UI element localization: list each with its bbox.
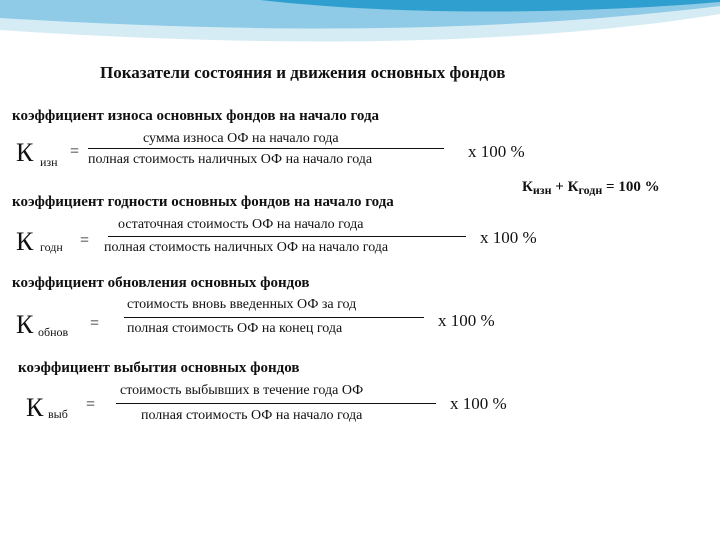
multiplier-wear: х 100 %: [468, 142, 525, 161]
fraction-bar-retirement: [116, 403, 436, 404]
page-title: Показатели состояния и движения основных фондов: [100, 63, 506, 82]
identity-sub1: изн: [532, 183, 552, 197]
equals-renewal: =: [90, 315, 100, 332]
numerator-fitness: остаточная стоимость ОФ на начало года: [118, 217, 364, 232]
wave-decoration: [0, 0, 720, 60]
heading-renewal: коэффициент обновления основных фондов: [12, 275, 310, 291]
coef-subscript-wear: изн: [40, 155, 58, 169]
denominator-wear: полная стоимость наличных ОФ на начало года: [88, 152, 373, 167]
coef-symbol-wear: К: [16, 138, 34, 167]
denominator-fitness: полная стоимость наличных ОФ на начало года: [104, 240, 389, 255]
coef-subscript-retirement: выб: [48, 407, 68, 421]
identity-k2: К: [567, 179, 579, 195]
heading-wear: коэффициент износа основных фондов на начало года: [12, 108, 380, 124]
numerator-wear: сумма износа ОФ на начало года: [143, 131, 339, 146]
denominator-renewal: полная стоимость ОФ на конец года: [127, 321, 343, 336]
multiplier-renewal: х 100 %: [438, 311, 495, 330]
denominator-retirement: полная стоимость ОФ на начало года: [141, 408, 363, 423]
multiplier-fitness: х 100 %: [480, 228, 537, 247]
fraction-bar-renewal: [124, 317, 424, 318]
coef-symbol-fitness: К: [16, 227, 34, 256]
heading-retirement: коэффициент выбытия основных фондов: [18, 360, 300, 376]
multiplier-retirement: х 100 %: [450, 394, 507, 413]
equals-fitness: =: [80, 232, 90, 249]
identity-k1: К: [522, 179, 533, 195]
equals-wear: =: [70, 143, 80, 160]
coef-symbol-renewal: К: [16, 310, 34, 339]
identity-equation: [522, 180, 660, 196]
identity-rhs: = 100 %: [602, 179, 660, 195]
coef-subscript-renewal: обнов: [38, 325, 69, 339]
numerator-retirement: стоимость выбывших в течение года ОФ: [120, 383, 364, 398]
identity-sub2: годн: [578, 183, 603, 197]
identity-plus: +: [551, 179, 568, 195]
equals-retirement: =: [86, 396, 96, 413]
fraction-bar-wear: [88, 148, 444, 149]
numerator-renewal: стоимость вновь введенных ОФ за год: [127, 297, 357, 312]
fraction-bar-fitness: [108, 236, 466, 237]
coef-subscript-fitness: годн: [40, 240, 63, 254]
heading-fitness: коэффициент годности основных фондов на начало года: [12, 194, 394, 210]
coef-symbol-retirement: К: [26, 393, 44, 422]
